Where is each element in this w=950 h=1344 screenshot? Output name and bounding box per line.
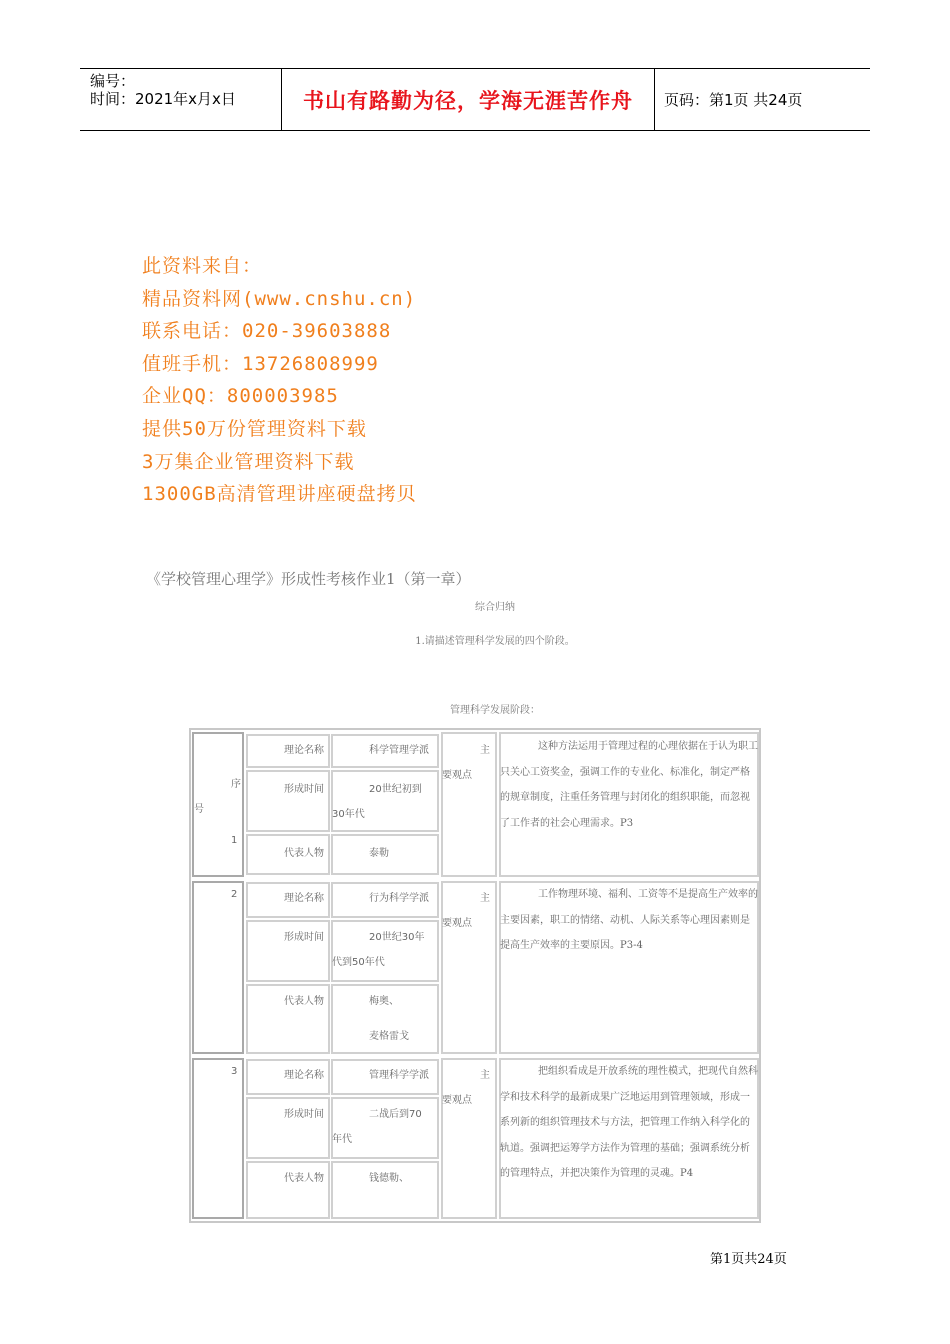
viewpoint-text: 把组织看成是开放系统的理性模式，把现代自然科学和技术科学的最新成果广泛地运用到管理领域，形成一系列新的组织管理技术与方法，把管理工作纳入科学化的轨道。强调把运筹学方法作为管理的基础；强调系统分析的管理特点，并把决策作为管理的灵魂。P4 [500,1066,758,1179]
theory-name-label: 理论名称 [284,1070,324,1081]
section-heading: 综合归纳 [475,602,515,613]
main-view-label-1: 主 [480,893,490,904]
ad-line: 精品资料网(www.cnshu.cn) [142,287,417,310]
representative-value-2: 麦格雷戈 [369,1031,409,1042]
main-view-label-1: 主 [480,1070,490,1081]
number-label: 编号： [90,72,136,90]
ad-line: 3万集企业管理资料下载 [142,450,355,473]
main-view-label-cell [441,1058,497,1219]
ad-line: 值班手机：13726808999 [142,352,379,375]
formation-time-label: 形成时间 [284,932,324,943]
formation-time-label: 形成时间 [284,1109,324,1120]
representative-label: 代表人物 [284,996,324,1007]
seq-cell [192,881,244,1054]
seq-number: 2 [231,889,238,900]
formation-time-value-1: 20世纪30年 [369,932,425,943]
document-title: 《学校管理心理学》形成性考核作业1（第一章） [146,570,471,588]
header-motto-cell [281,69,655,130]
page-footer: 第1页共24页 [710,1252,787,1267]
theory-name-label: 理论名称 [284,893,324,904]
main-view-label-2: 要观点 [442,918,472,929]
representative-value: 钱德勒、 [369,1173,409,1184]
formation-time-value-2: 年代 [332,1134,352,1145]
theory-name-value: 行为科学学派 [369,893,429,904]
representative-label: 代表人物 [284,1173,324,1184]
formation-time-value-2: 代到50年代 [332,957,385,968]
main-view-label-1: 主 [480,745,490,756]
main-view-label-cell [441,881,497,1054]
representative-value: 泰勒 [369,848,389,859]
time-label: 时间：2021年x月x日 [90,90,236,108]
ad-block [142,250,417,511]
formation-time-value-1: 20世纪初到 [369,784,422,795]
motto: 书山有路勤为径，学海无涯苦作舟 [303,88,633,113]
ad-line: 1300GB高清管理讲座硬盘拷贝 [142,483,417,506]
viewpoint-text: 工作物理环境、福利、工资等不是提高生产效率的主要因素，职工的情绪、动机、人际关系等心理因素则是提高生产效率的主要原因。P3-4 [500,889,758,951]
formation-time-value-1: 二战后到70 [369,1109,422,1120]
theory-name-value: 科学管理学派 [369,745,429,756]
ad-line: 企业QQ：800003985 [142,385,339,408]
main-view-label-2: 要观点 [442,1095,472,1106]
question-text: 1.请描述管理科学发展的四个阶段。 [415,636,575,647]
viewpoint-text: 这种方法运用于管理过程的心理依据在于认为职工只关心工资奖金，强调工作的专业化、标准化，制定严格的规章制度，注重任务管理与封闭化的组织职能，而忽视了工作者的社会心理需求。P3 [500,741,758,829]
header-page-cell [654,69,870,130]
main-view-label-2: 要观点 [442,770,472,781]
representative-value-1: 梅奥、 [369,996,399,1007]
seq-label-bottom: 号 [194,804,204,815]
seq-label-top: 序 [231,779,241,790]
seq-number: 1 [231,835,238,846]
formation-time-label: 形成时间 [284,784,324,795]
page-header [80,68,870,131]
page-info: 页码：第1页 共24页 [664,91,803,109]
seq-cell [192,1058,244,1219]
formation-time-value-2: 30年代 [332,809,365,820]
theory-name-label: 理论名称 [284,745,324,756]
ad-line: 联系电话：020-39603888 [142,320,392,343]
table-caption: 管理科学发展阶段： [450,705,540,716]
seq-number: 3 [231,1066,238,1077]
ad-line: 此资料来自： [142,255,263,277]
representative-label: 代表人物 [284,848,324,859]
ad-line: 提供50万份管理资料下载 [142,417,367,440]
header-meta [80,69,280,130]
theory-name-value: 管理科学学派 [369,1070,429,1081]
